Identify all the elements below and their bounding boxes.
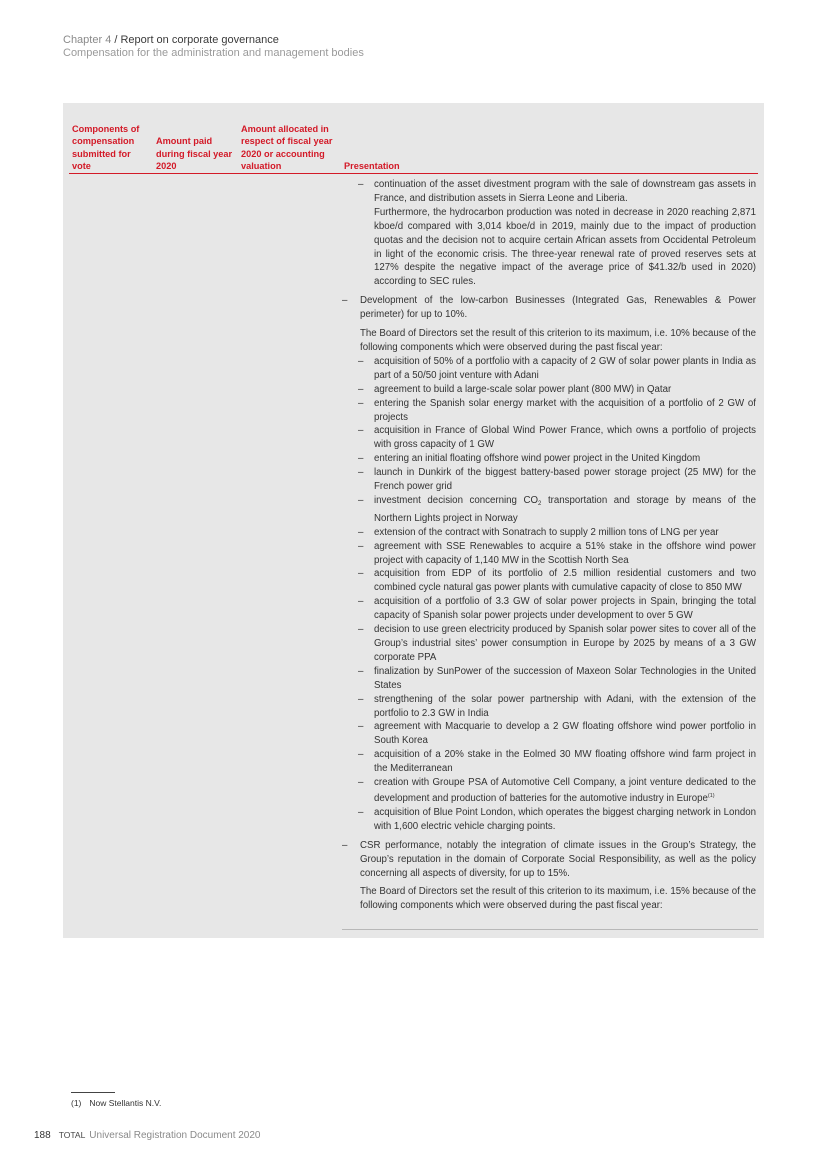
list-item	[342, 355, 756, 383]
dash-bullet: –	[358, 693, 364, 705]
footnote-rule	[71, 1092, 115, 1093]
header-line: 2020	[156, 161, 177, 172]
item-text: decision to use green electricity produced by Spanish solar power sites to cover all of the Group’s industrial sites’ power consumption in Europe by 2025 by means of a 3 GW corporate PPA	[374, 624, 756, 663]
dash-bullet: –	[358, 453, 364, 465]
dash-bullet: –	[358, 383, 364, 395]
item-text: investment decision concerning CO	[374, 494, 539, 506]
compensation-table	[63, 103, 764, 938]
header-line: during fiscal year	[156, 148, 233, 159]
header-line: Amount allocated in	[241, 124, 329, 134]
criterion-csr	[342, 839, 756, 881]
co2-subscript: 2	[538, 500, 542, 507]
dash-bullet: –	[358, 467, 364, 479]
list-item	[342, 526, 756, 540]
list-item	[342, 494, 756, 526]
paragraph	[342, 885, 756, 913]
item-text: Furthermore, the hydrocarbon production was noted in decrease in 2020 reaching 2,871 kboe/d compared with 3,014 kboe/d in 2019, mainly due to the impact of production quotas and the decision not to acquire certain African assets from Occidental Petroleum in light of the economic crisis. The three-year renewal rate of proved reserves sets at 127% despite the negative impact of the average price of $41.32/b used in 2020) according to SEC rules.	[374, 206, 756, 288]
item-text: finalization by SunPower of the succession of Maxeon Solar Technologies in the United States	[374, 665, 756, 691]
item-text: creation with Groupe PSA of Automotive Cell Company, a joint venture dedicated to the development and production of batteries for the automotive industry in Europe	[374, 777, 756, 804]
header-line: submitted for	[72, 148, 131, 159]
footnote-number: (1)	[71, 1098, 82, 1108]
item-text: strengthening of the solar power partnership with Adani, with the extension of the portfolio to 2.3 GW in India	[374, 693, 756, 719]
header-line: Amount paid	[156, 136, 213, 147]
item-text: agreement to build a large-scale solar power plant (800 MW) in Qatar	[374, 383, 672, 395]
dash-bullet: –	[358, 355, 364, 367]
header-line: Components of	[72, 124, 140, 134]
list-item	[342, 748, 756, 776]
column-header-amount-paid	[156, 135, 242, 172]
header-line: 2020 or accounting	[241, 148, 325, 159]
criterion-low-carbon	[342, 294, 756, 322]
dash-bullet: –	[358, 179, 364, 190]
dash-bullet: –	[358, 540, 364, 552]
column-header-components	[72, 123, 158, 173]
table-bottom-rule	[342, 929, 758, 930]
page-footer	[34, 1130, 261, 1141]
dash-bullet: –	[342, 839, 348, 851]
item-text: acquisition of Blue Point London, which operates the biggest charging network in London with 1,600 electric vehicle charging points.	[374, 806, 756, 832]
brand-name: TOTAL	[58, 1130, 86, 1140]
column-header-presentation	[344, 160, 400, 172]
list-item	[342, 693, 756, 721]
item-text: The Board of Directors set the result of this criterion to its maximum, i.e. 15% because of the following components which were observed during the past fiscal year:	[360, 886, 756, 912]
list-item	[342, 397, 756, 425]
footnote	[71, 1098, 161, 1108]
dash-bullet: –	[358, 425, 364, 437]
item-text: Development of the low-carbon Businesses (Integrated Gas, Renewables & Power perimeter) for up to 10%.	[360, 295, 756, 321]
list-item	[342, 806, 756, 834]
list-item	[342, 720, 756, 748]
item-text: entering an initial floating offshore wind power project in the United Kingdom	[374, 453, 701, 465]
dash-bullet: –	[358, 806, 364, 818]
item-text: agreement with Macquarie to develop a 2 GW floating offshore wind power portfolio in South Korea	[374, 721, 756, 747]
item-text: launch in Dunkirk of the biggest battery-based power storage project (25 MW) for the French power grid	[374, 467, 756, 493]
dash-bullet: –	[358, 665, 364, 677]
dash-bullet: –	[358, 721, 364, 733]
item-text: acquisition from EDP of its portfolio of 2.5 million residential customers and two combined cycle natural gas power plants with cumulative capacity of close to 850 MW	[374, 568, 756, 594]
page-number: 188	[34, 1130, 51, 1141]
dash-bullet: –	[358, 397, 364, 409]
item-text: entering the Spanish solar energy market with the acquisition of a portfolio of 2 GW of projects	[374, 397, 756, 423]
header-line: compensation	[72, 136, 135, 147]
item-text: agreement with SSE Renewables to acquire a 51% stake in the offshore wind power project with capacity of 1,140 MW in the Scottish North Sea	[374, 540, 756, 566]
section-subtitle: Compensation for the administration and management bodies	[63, 47, 364, 59]
list-item	[342, 776, 756, 806]
chapter-separator: /	[111, 34, 121, 46]
dash-bullet: –	[358, 596, 364, 608]
dash-bullet: –	[358, 749, 364, 761]
footnote-text: Now Stellantis N.V.	[89, 1098, 162, 1108]
list-item	[342, 383, 756, 397]
document-title: Universal Registration Document 2020	[89, 1130, 261, 1141]
item-text: acquisition of 50% of a portfolio with a capacity of 2 GW of solar power plants in India as part of a 50/50 joint venture with Adani	[374, 355, 756, 381]
dash-bullet: –	[342, 295, 348, 307]
item-text: transportation and storage by means of the Northern Lights project in Norway	[374, 494, 756, 524]
paragraph	[342, 327, 756, 355]
dash-bullet: –	[358, 526, 364, 538]
dash-bullet: –	[358, 568, 364, 580]
list-item	[342, 452, 756, 466]
item-text: acquisition of a 20% stake in the Eolmed 30 MW floating offshore wind farm project in the Mediterranean	[374, 749, 756, 775]
chapter-title: Report on corporate governance	[120, 34, 279, 46]
header-divider	[69, 173, 758, 174]
list-item	[342, 665, 756, 693]
list-item	[342, 540, 756, 568]
list-item	[342, 623, 756, 665]
footnote-reference[interactable]: (1)	[707, 792, 715, 799]
dash-bullet: –	[358, 624, 364, 636]
chapter-number: Chapter 4	[63, 34, 112, 46]
dash-bullet: –	[358, 494, 364, 506]
header-line: respect of fiscal year	[241, 136, 333, 147]
item-text: acquisition of a portfolio of 3.3 GW of solar power projects in Spain, bringing the total capacity of Spanish solar power projects under development to over 5 GW	[374, 596, 756, 622]
item-text: CSR performance, notably the integration of climate issues in the Group’s Strategy, the Group’s reputation in the domain of Corporate Social Responsibility, as well as the policy concerning all aspects of diversity, for up to 15%.	[360, 839, 756, 879]
running-header	[63, 34, 364, 60]
list-item	[342, 178, 756, 206]
item-text: extension of the contract with Sonatrach to supply 2 million tons of LNG per year	[374, 526, 719, 538]
header-line: valuation	[241, 161, 282, 172]
header-line: vote	[72, 161, 91, 172]
item-text: The Board of Directors set the result of this criterion to its maximum, i.e. 10% because of the following components which were observed during the past fiscal year:	[360, 328, 756, 353]
presentation-cell	[342, 178, 756, 913]
dash-bullet: –	[358, 777, 364, 789]
header-line: Presentation	[344, 161, 400, 172]
list-item	[342, 466, 756, 494]
item-text: acquisition in France of Global Wind Power France, which owns a portfolio of projects with gross capacity of 1 GW	[374, 425, 756, 451]
list-item	[342, 595, 756, 623]
column-header-amount-allocated	[241, 123, 341, 173]
item-text: continuation of the asset divestment program with the sale of downstream gas assets in France, and distribution assets in Sierra Leone and Liberia.	[374, 179, 756, 204]
list-item	[342, 567, 756, 595]
chapter-line	[63, 34, 364, 47]
list-item	[342, 424, 756, 452]
paragraph	[342, 206, 756, 289]
